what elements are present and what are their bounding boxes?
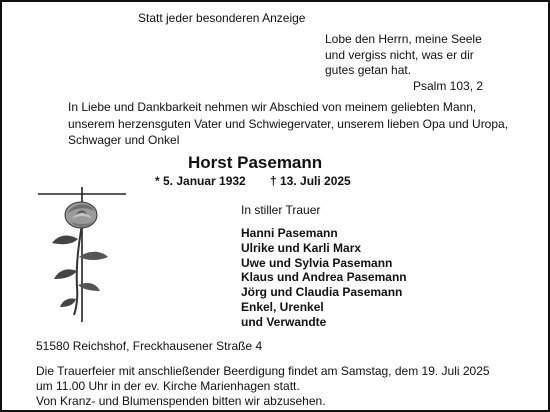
bible-verse bbox=[325, 32, 483, 94]
mourner-entry: und Verwandte bbox=[241, 314, 327, 329]
verse-line: gutes getan hat. bbox=[325, 63, 412, 77]
service-line: Von Kranz- und Blumenspenden bitten wir abzusehen. bbox=[36, 394, 326, 408]
service-info bbox=[36, 364, 490, 409]
mourner-entry: Enkel, Urenkel bbox=[241, 299, 324, 314]
farewell-line: In Liebe und Dankbarkeit nehmen wir Abschied von meinem geliebten Mann, bbox=[68, 100, 477, 114]
verse-line: Lobe den Herrn, meine Seele bbox=[325, 32, 482, 46]
verse-line: und vergiss nicht, was er dir bbox=[325, 47, 474, 62]
cross-rose-icon bbox=[32, 187, 132, 322]
deceased-name: Horst Pasemann bbox=[188, 153, 323, 172]
mourner-entry: Ulrike und Karli Marx bbox=[241, 240, 362, 255]
farewell-line: Schwager und Onkel bbox=[68, 133, 180, 147]
farewell-line: unserem herzensguten Vater und Schwiegervater, unserem lieben Opa und Uropa, bbox=[68, 116, 509, 131]
farewell-text bbox=[68, 99, 508, 149]
service-line: um 11.00 Uhr in der ev. Kirche Marienhagen statt. bbox=[36, 379, 300, 393]
notice-header: Statt jeder besonderen Anzeige bbox=[138, 11, 306, 25]
service-line: Die Trauerfeier mit anschließender Beerdigung findet am Samstag, dem 19. Juli 2025 bbox=[36, 364, 490, 378]
mourners-list bbox=[241, 226, 407, 330]
birth-date: * 5. Januar 1932 bbox=[155, 174, 246, 188]
mourner-entry: Hanni Pasemann bbox=[241, 226, 338, 240]
mourner-entry: Jörg und Claudia Pasemann bbox=[241, 285, 403, 300]
verse-reference: Psalm 103, 2 bbox=[413, 78, 484, 93]
address: 51580 Reichshof, Freckhausener Straße 4 bbox=[36, 339, 263, 353]
mourning-label: In stiller Trauer bbox=[241, 203, 321, 217]
mourner-entry: Uwe und Sylvia Pasemann bbox=[241, 255, 393, 270]
mourner-entry: Klaus und Andrea Pasemann bbox=[241, 270, 407, 285]
death-date: † 13. Juli 2025 bbox=[270, 174, 351, 188]
